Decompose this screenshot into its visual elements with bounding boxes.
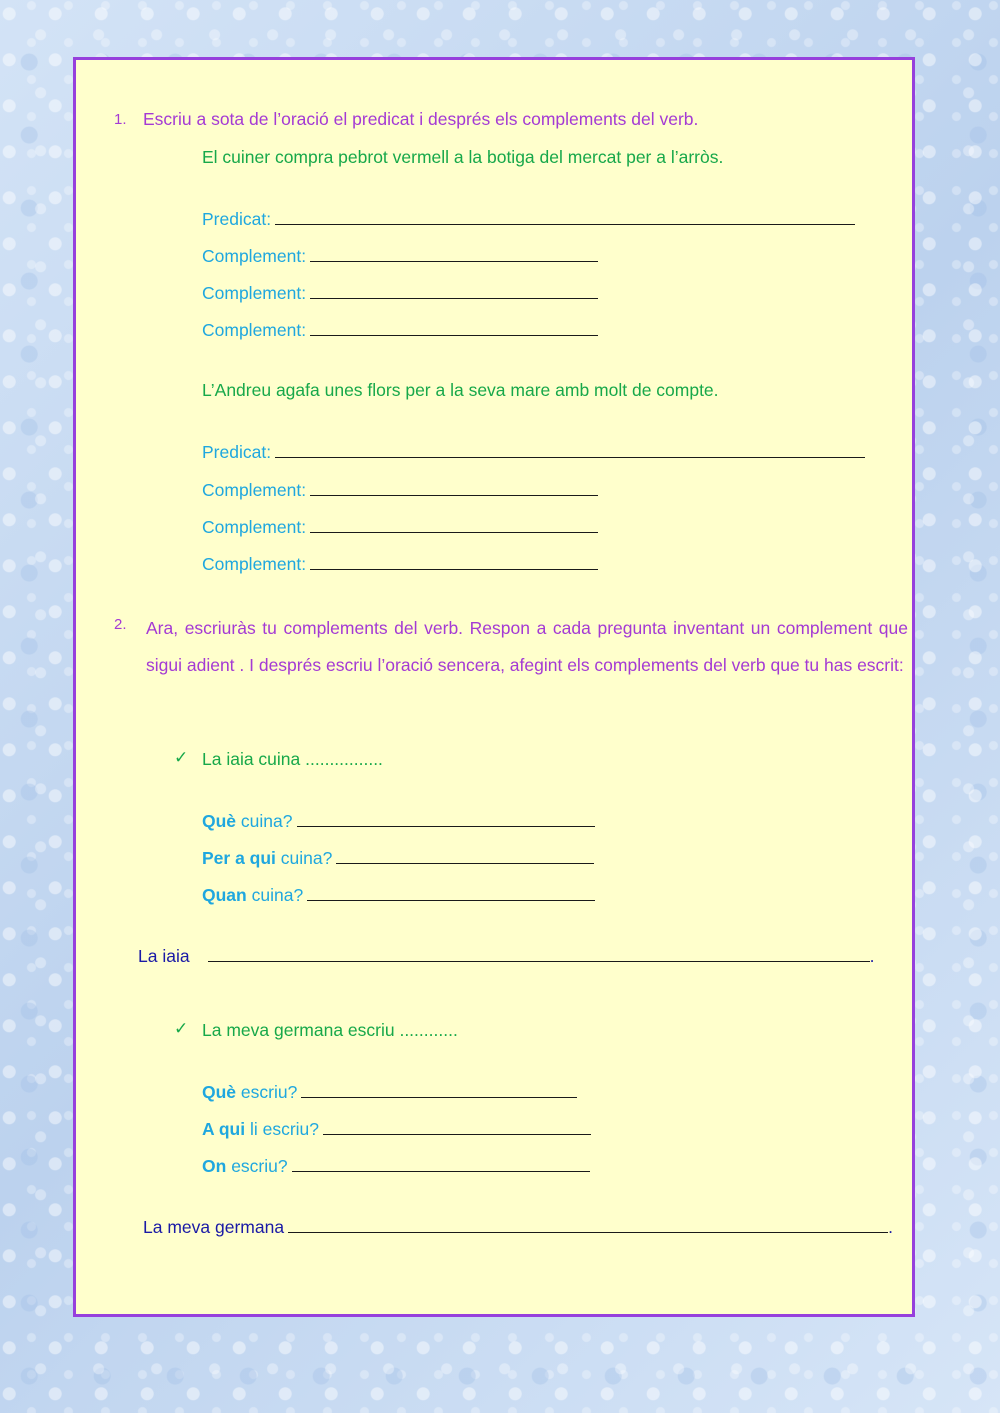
complement-label: Complement: [202,480,307,500]
sentence-1: El cuiner compra pebrot vermell a la botiga del mercat per a l’arròs. [202,147,724,167]
question-keyword: Quan [202,885,247,905]
sentence-1-complement-row [202,281,598,304]
complement-label: Complement: [202,554,307,574]
question-rest: escriu? [240,1082,298,1102]
complement-answer-line[interactable] [310,478,598,496]
worksheet-page [73,57,915,1317]
predicat-answer-line[interactable] [275,440,865,458]
complement-label: Complement: [202,283,307,303]
item-2-question-3 [202,1154,590,1177]
question-answer-line[interactable] [297,809,595,827]
question-rest: escriu? [231,1156,288,1176]
question-answer-line[interactable] [292,1154,590,1172]
question-keyword: A qui [202,1119,246,1139]
complement-label: Complement: [202,320,307,340]
sentence-2-complement-row [202,552,598,575]
exercise-1-instruction: Escriu a sota de l’oració el predicat i després els complements del verb. [143,109,699,129]
predicat-answer-line[interactable] [275,207,855,225]
question-rest: cuina? [251,885,304,905]
full-sentence-answer-line[interactable] [288,1215,888,1233]
exercise-2-number: 2. [114,616,127,633]
full-sentence-answer-line[interactable] [208,944,870,962]
question-answer-line[interactable] [307,883,595,901]
item-2-question-1 [202,1080,577,1103]
complement-label: Complement: [202,246,307,266]
item-2-question-2 [202,1117,591,1140]
question-rest: cuina? [240,811,293,831]
sentence-start: La meva germana [143,1217,285,1237]
item-1-full-sentence [138,944,874,967]
exercise-2-instruction: Ara, escriuràs tu complements del verb. Respon a cada pregunta inventant un complement que sigui adient . I després escriu l’oració sencera, afegint els complements del verb que tu has escrit: [146,618,908,675]
sentence-2-complement-row [202,515,598,538]
complement-answer-line[interactable] [310,281,598,299]
sentence-1-complement-row [202,244,598,267]
question-rest: cuina? [280,848,333,868]
predicat-label: Predicat: [202,442,272,462]
question-rest: li escriu? [249,1119,320,1139]
checkmark-icon: ✓ [174,1019,189,1038]
sentence-1-predicat-row [202,207,855,230]
question-answer-line[interactable] [323,1117,591,1135]
sentence-end: . [869,946,875,966]
question-answer-line[interactable] [336,846,594,864]
complement-answer-line[interactable] [310,515,598,533]
item-1-question-1 [202,809,595,832]
question-answer-line[interactable] [301,1080,577,1098]
predicat-label: Predicat: [202,209,272,229]
item-1-question-2 [202,846,594,869]
complement-answer-line[interactable] [310,244,598,262]
sentence-2-complement-row [202,478,598,501]
complement-label: Complement: [202,517,307,537]
complement-answer-line[interactable] [310,552,598,570]
item-1-question-3 [202,883,595,906]
item-2-full-sentence [143,1215,893,1238]
question-keyword: Per a qui [202,848,276,868]
item-1-prompt: La iaia cuina ................ [202,749,383,769]
complement-answer-line[interactable] [310,318,598,336]
checkmark-icon: ✓ [174,748,189,767]
sentence-2: L’Andreu agafa unes flors per a la seva mare amb molt de compte. [202,380,719,400]
exercise-1-number: 1. [114,111,127,128]
sentence-2-predicat-row [202,440,865,463]
sentence-1-complement-row [202,318,598,341]
sentence-end: . [888,1217,893,1237]
sentence-start: La iaia [138,946,190,966]
question-keyword: Què [202,1082,237,1102]
question-keyword: Què [202,811,237,831]
item-2-prompt: La meva germana escriu ............ [202,1020,458,1040]
question-keyword: On [202,1156,227,1176]
